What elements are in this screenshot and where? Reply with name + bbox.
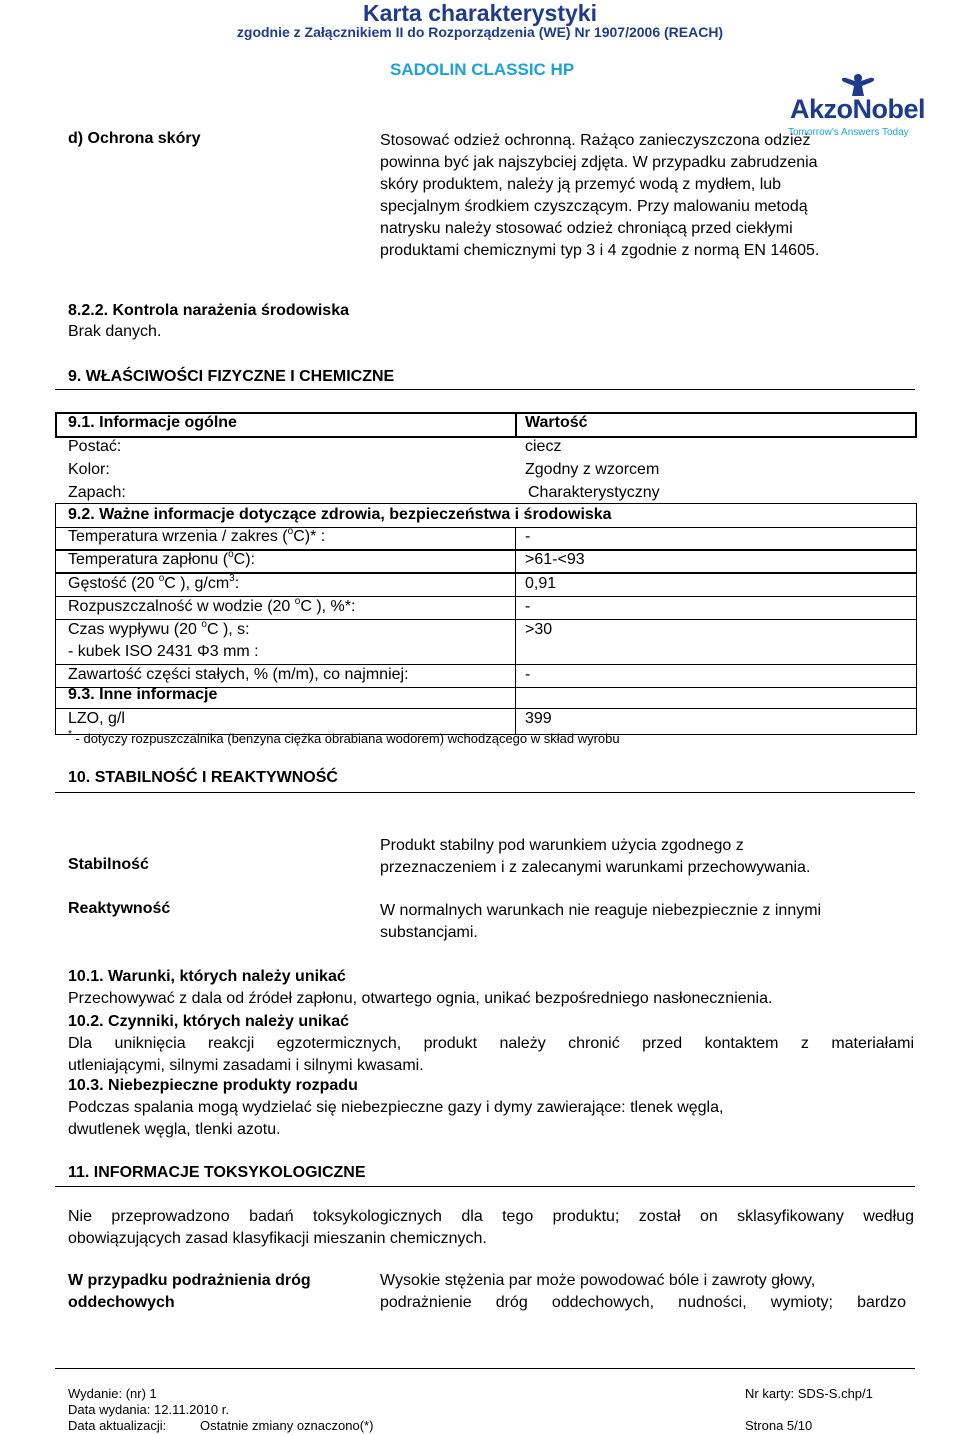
- skin-line: natrysku należy stosować odzież chroniącą przed ciekłymi: [380, 220, 793, 237]
- respiratory-irritation-label: oddechowych: [68, 1294, 175, 1311]
- section-divider: [55, 389, 915, 390]
- env-exposure-heading: 8.2.2. Kontrola narażenia środowiska: [68, 302, 349, 319]
- toxicology-intro: Nie przeprowadzono badań toksykologicznych dla tego produktu; został on sklasyfikowany według: [68, 1208, 914, 1225]
- page-number: Strona 5/10: [745, 1418, 813, 1433]
- row-divider: [55, 596, 917, 597]
- incompatible-materials-heading: 10.2. Czynniki, których należy unikać: [68, 1013, 349, 1030]
- density-value: 0,91: [525, 575, 557, 592]
- skin-line: produktami chemicznymi typ 3 i 4 zgodnie z normą EN 14605.: [380, 242, 820, 259]
- update-date-label: Data aktualizacji:: [68, 1418, 167, 1433]
- stability-text: Produkt stabilny pod warunkiem użycia zgodnego z przeznaczeniem i z zalecanymi warunkami przechowywania.: [380, 837, 811, 876]
- respiratory-irritation-text: Wysokie stężenia par może powodować bóle i zawroty głowy,: [380, 1272, 816, 1289]
- solids-content-label: Zawartość części stałych, % (m/m), co najmniej:: [68, 666, 409, 683]
- section-divider: [55, 1186, 915, 1187]
- card-number: Nr karty: SDS-S.chp/1: [745, 1386, 873, 1401]
- flash-point-value: >61-<93: [525, 551, 585, 568]
- flow-time-cup-label: - kubek ISO 2431 Φ3 mm :: [68, 643, 259, 660]
- voc-label: LZO, g/l: [68, 710, 125, 727]
- decomposition-products-text: dwutlenek węgla, tlenki azotu.: [68, 1121, 281, 1138]
- skin-line: powinna być jak najszybciej zdjęta. W przypadku zabrudzenia: [380, 154, 818, 171]
- other-info-label: 9.3. Inne informacje: [68, 686, 218, 703]
- respiratory-irritation-label: W przypadku podrażnienia dróg: [68, 1272, 311, 1289]
- reactivity-text: W normalnych warunkach nie reaguje niebezpiecznie z innymi substancjami.: [380, 902, 822, 941]
- water-solubility-label: Rozpuszczalność w wodzie (20 $^o$C ), %*:: [68, 596, 356, 615]
- stability-label: Stabilność: [68, 856, 149, 873]
- env-exposure-text: Brak danych.: [68, 323, 162, 340]
- reactivity-label: Reaktywność: [68, 900, 171, 917]
- skin-line: Stosować odzież ochronną. Rażąco zanieczyszczona odzież: [380, 132, 811, 149]
- boiling-point-value: -: [525, 528, 531, 545]
- conditions-to-avoid-heading: 10.1. Warunki, których należy unikać: [68, 968, 346, 985]
- incompatible-materials-text: Dla uniknięcia reakcji egzotermicznych, produkt należy chronić przed kontaktem z materiałami: [68, 1035, 914, 1052]
- skin-line: skóry produktem, należy ją przemyć wodą z mydłem, lub: [380, 176, 782, 193]
- section-divider: [55, 792, 915, 793]
- skin-protection-label: d) Ochrona skóry: [68, 130, 201, 147]
- decomposition-products-heading: 10.3. Niebezpieczne produkty rozpadu: [68, 1077, 358, 1094]
- column-divider: [515, 412, 517, 438]
- property-value: Charakterystyczny: [528, 484, 660, 501]
- document-subtitle: zgodnie z Załącznikiem II do Rozporządzenia (WE) Nr 1907/2006 (REACH): [236, 24, 724, 40]
- update-note: Ostatnie zmiany oznaczono(*): [200, 1418, 374, 1433]
- property-label: Kolor:: [68, 461, 110, 478]
- skin-line: specjalnym środkiem czyszczącym. Przy malowaniu metodą: [380, 198, 808, 215]
- value-column-label: Wartość: [525, 414, 588, 431]
- logo-wordmark: AkzoNobel: [790, 94, 926, 124]
- boiling-point-label: Temperatura wrzenia / zakres ($^o$C)* :: [68, 526, 326, 545]
- respiratory-irritation-text: podrażnienie dróg oddechowych, nudności, wymioty; bardzo: [380, 1294, 906, 1311]
- property-value: Zgodny z wzorcem: [525, 461, 660, 478]
- row-divider: [55, 664, 917, 665]
- row-divider: [55, 619, 917, 620]
- section-9-heading: 9. WŁAŚCIWOŚCI FIZYCZNE I CHEMICZNE: [68, 368, 395, 385]
- footer-divider: [55, 1368, 915, 1369]
- flow-time-value: >30: [525, 621, 553, 638]
- solids-content-value: -: [525, 666, 531, 683]
- row-divider: [55, 572, 917, 574]
- voc-value: 399: [525, 710, 552, 727]
- flash-point-label: Temperatura zapłonu ($^o$C):: [68, 549, 255, 568]
- document-title: Karta charakterystyki: [363, 0, 597, 26]
- incompatible-materials-text: utleniającymi, silnymi zasadami i silnymi kwasami.: [68, 1057, 424, 1074]
- property-value: ciecz: [525, 438, 562, 455]
- skin-protection-text: [380, 130, 920, 262]
- row-divider: [55, 708, 917, 709]
- logo-tagline: Tomorrow's Answers Today: [788, 127, 909, 138]
- conditions-to-avoid-text: Przechowywać z dala od źródeł zapłonu, otwartego ognia, unikać bezpośredniego nasłonecznienia.: [68, 990, 773, 1007]
- density-label: Gęstość (20 $^o$C ), $g/cm^3$:: [68, 573, 240, 592]
- edition-number: Wydanie: (nr) 1: [68, 1386, 157, 1401]
- section-11-heading: 11. INFORMACJE TOKSYKOLOGICZNE: [68, 1164, 366, 1181]
- flow-time-label: Czas wypływu (20 $^o$C ), s:: [68, 619, 250, 638]
- issue-date: Data wydania: 12.11.2010 r.: [68, 1402, 229, 1417]
- product-name: SADOLIN CLASSIC HP: [390, 60, 575, 79]
- general-info-label: 9.1. Informacje ogólne: [68, 414, 237, 431]
- property-label: Postać:: [68, 438, 122, 455]
- toxicology-intro: obowiązujących zasad klasyfikacji mieszanin chemicznych.: [68, 1230, 487, 1247]
- decomposition-products-text: Podczas spalania mogą wydzielać się niebezpieczne gazy i dymy zawierające: tlenek węgla,: [68, 1099, 724, 1116]
- solvent-footnote: * - dotyczy rozpuszczalnika (benzyna ciężka obrabiana wodorem) wchodzącego w skład wyrobu: [68, 729, 620, 746]
- property-label: Zapach:: [68, 484, 126, 501]
- important-info-label: 9.2. Ważne informacje dotyczące zdrowia, bezpieczeństwa i środowiska: [68, 506, 612, 523]
- section-10-heading: 10. STABILNOŚĆ I REAKTYWNOŚĆ: [68, 769, 338, 786]
- water-solubility-value: -: [525, 598, 531, 615]
